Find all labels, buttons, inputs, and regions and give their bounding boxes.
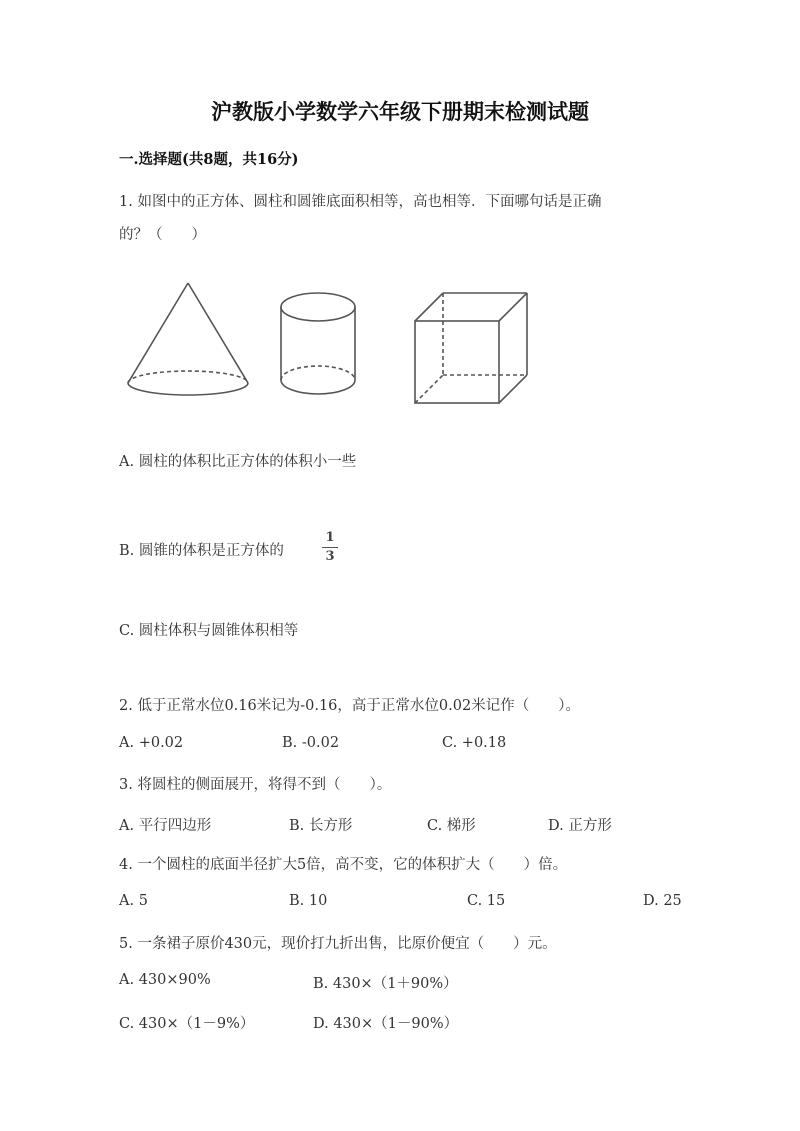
question-4-option-b: B. 10 (289, 893, 328, 909)
cone-shape (128, 283, 248, 395)
question-3-option-a: A. 平行四边形 (119, 818, 212, 834)
question-1-option-b: B. 圆锥的体积是正方体的 (119, 543, 284, 559)
question-1-line-1: 1. 如图中的正方体、圆柱和圆锥底面积相等，高也相等．下面哪句话是正确 (119, 194, 602, 210)
question-3-option-b: B. 长方形 (289, 818, 353, 834)
page-title: 沪教版小学数学六年级下册期末检测试题 (211, 99, 589, 124)
section-heading: 一.选择题(共8题，共16分) (119, 151, 299, 168)
question-5-option-d: D. 430×（1－90%） (313, 1016, 459, 1032)
question-1-option-a: A. 圆柱的体积比正方体的体积小一些 (119, 454, 357, 470)
question-2-option-c: C. +0.18 (442, 735, 507, 751)
question-2-text: 2. 低于正常水位0.16米记为-0.16，高于正常水位0.02米记作（ ）。 (119, 698, 580, 714)
fraction-denominator: 3 (325, 549, 335, 565)
question-4-option-c: C. 15 (467, 893, 506, 909)
question-3-option-c: C. 梯形 (427, 818, 476, 834)
fraction-one-third (322, 530, 338, 565)
question-4-option-d: D. 25 (643, 893, 682, 909)
question-1-line-2: 的？（ ） (119, 227, 206, 243)
geometry-figure (118, 275, 538, 410)
question-1-option-c: C. 圆柱体积与圆锥体积相等 (119, 623, 299, 639)
question-4-text: 4. 一个圆柱的底面半径扩大5倍，高不变，它的体积扩大（ ）倍。 (119, 857, 568, 873)
cylinder-shape (281, 293, 355, 394)
question-3-option-d: D. 正方形 (548, 818, 612, 834)
cube-shape (415, 293, 527, 403)
question-2-option-b: B. -0.02 (282, 735, 340, 751)
fraction-numerator: 1 (325, 530, 335, 545)
question-3-text: 3. 将圆柱的侧面展开，将得不到（ ）。 (119, 777, 392, 793)
fraction-bar (322, 547, 338, 548)
question-5-option-c: C. 430×（1－9%） (119, 1016, 255, 1032)
question-4-option-a: A. 5 (119, 893, 148, 909)
question-5-option-b: B. 430×（1＋90%） (313, 976, 458, 992)
question-2-option-a: A. +0.02 (119, 735, 184, 751)
question-5-text: 5. 一条裙子原价430元，现价打九折出售，比原价便宜（ ）元。 (119, 936, 557, 952)
question-5-option-a: A. 430×90% (119, 972, 211, 988)
